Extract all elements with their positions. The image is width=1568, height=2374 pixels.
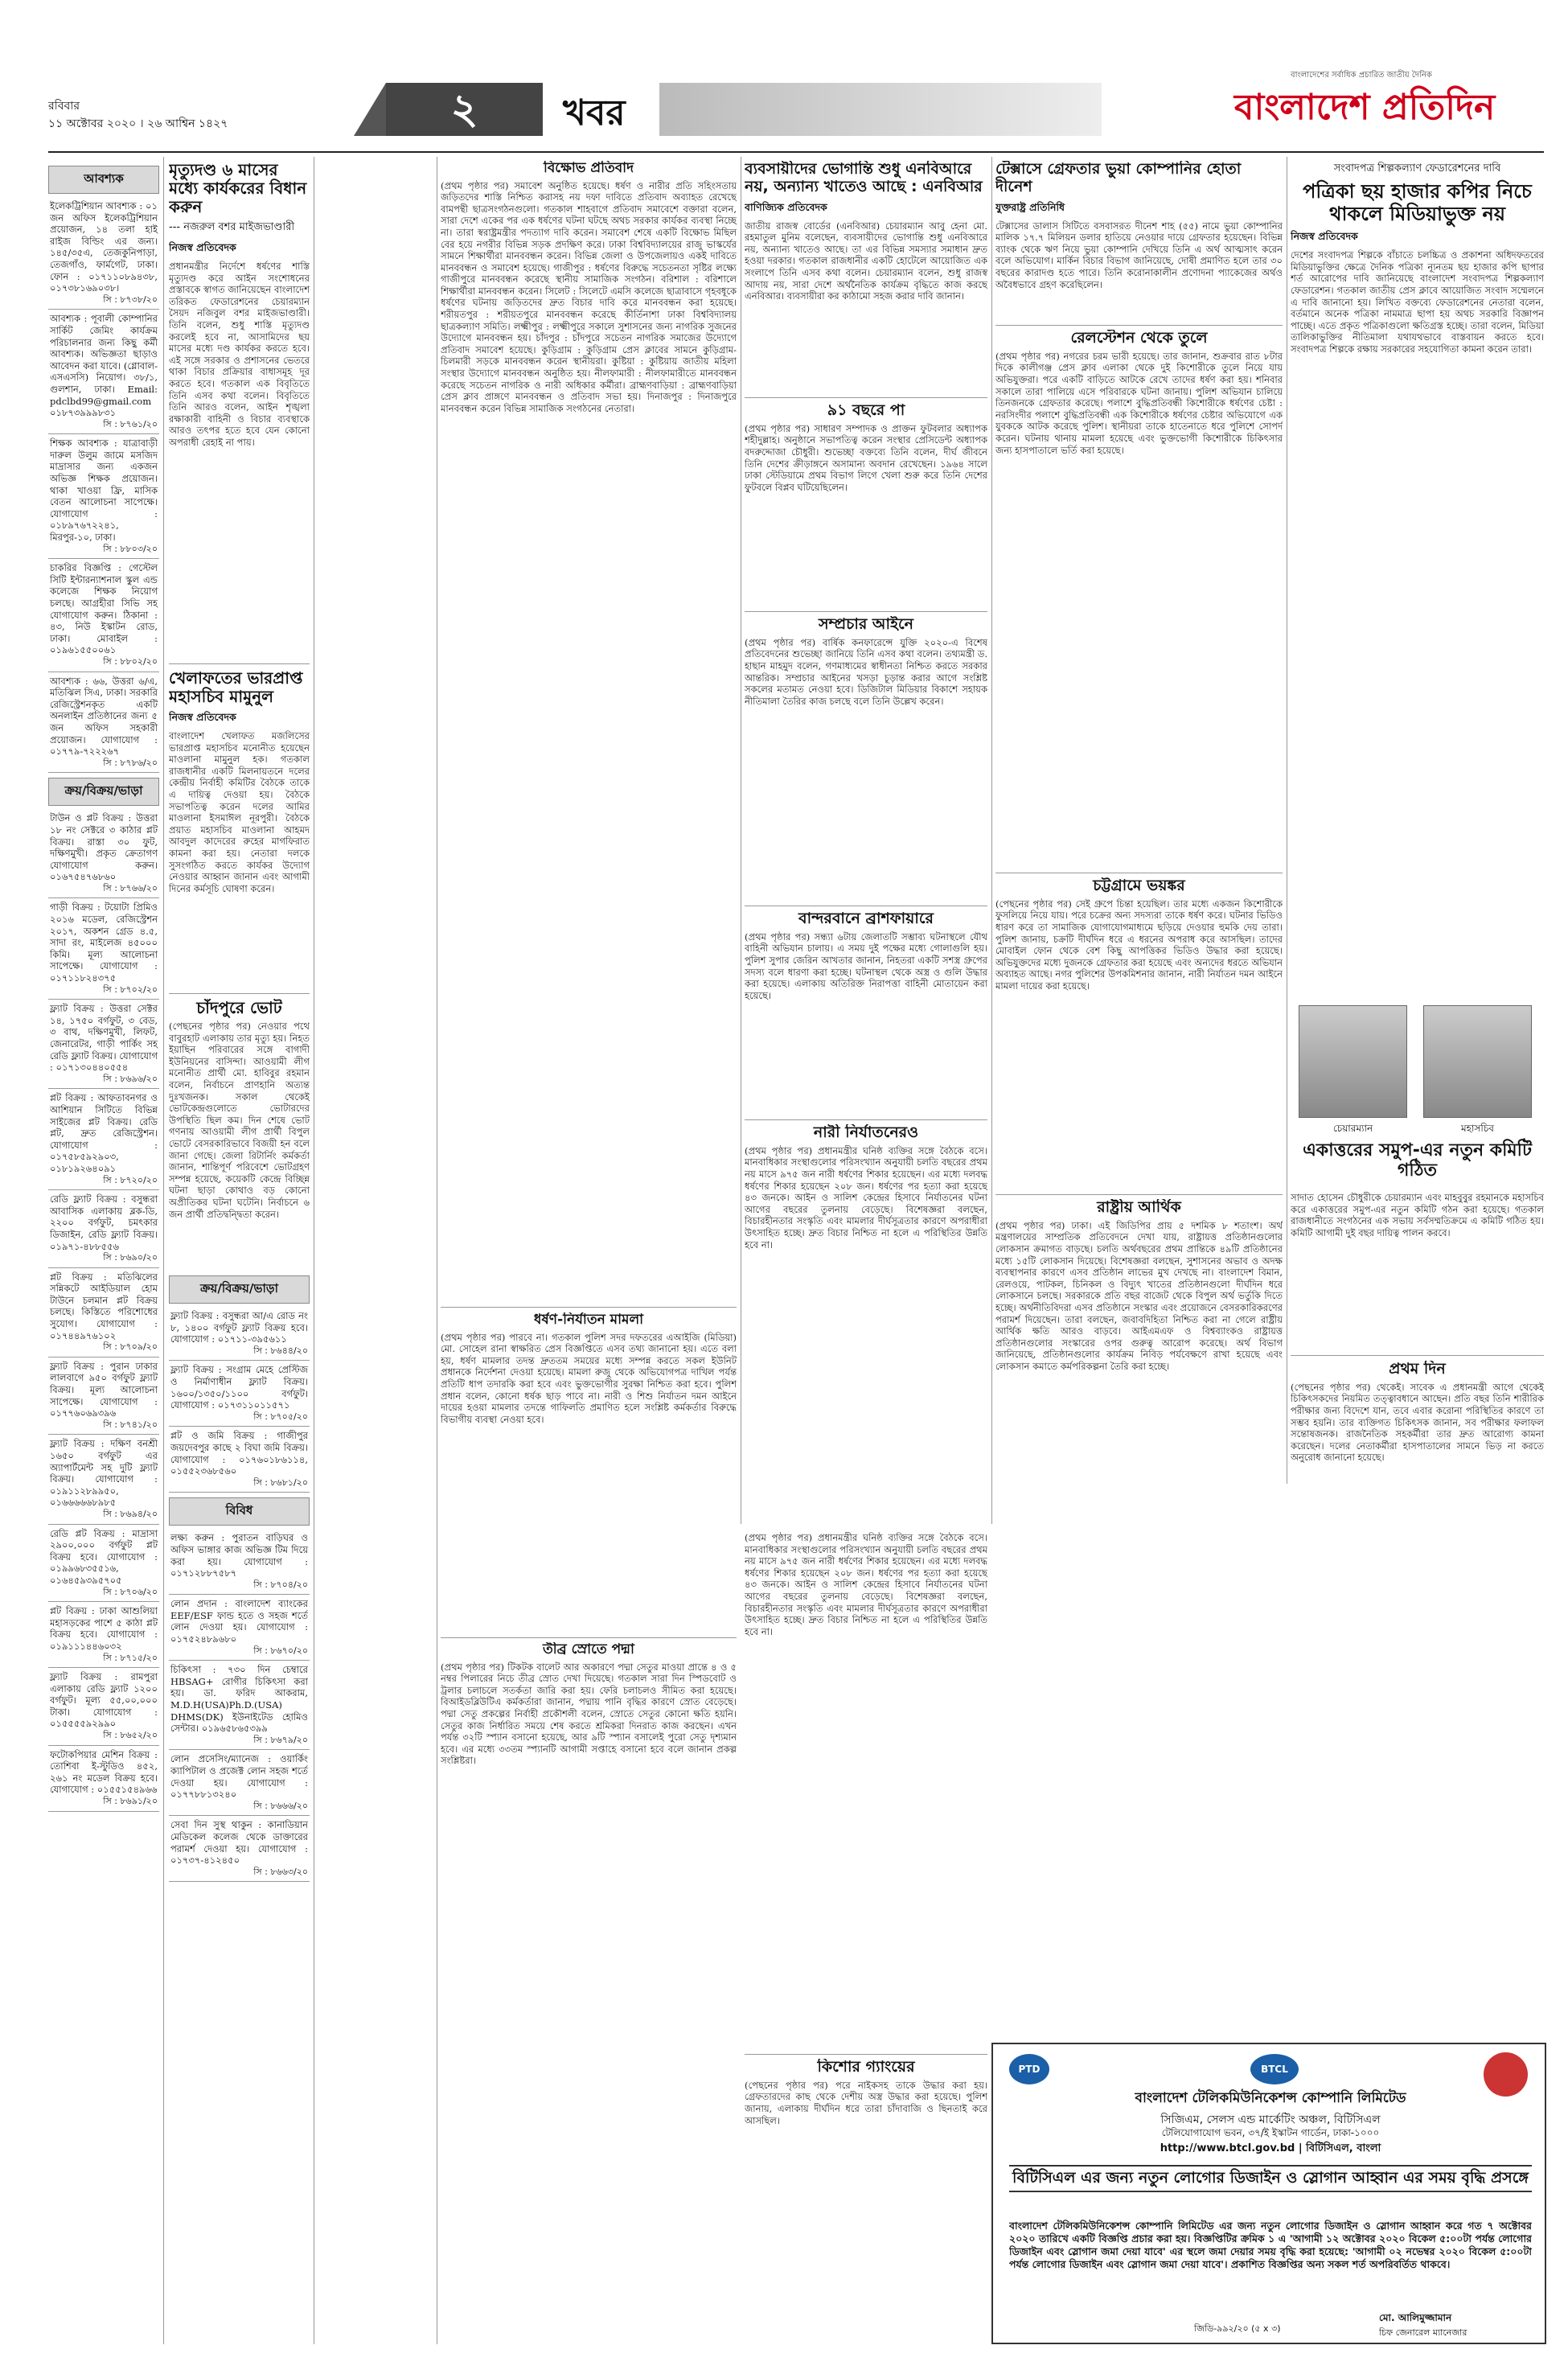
- classified-item: [48, 1435, 159, 1524]
- article-protest: [441, 161, 737, 1303]
- body-text: (পেছনের পৃষ্ঠার পর) থেকেই। সাবেক এ প্রধানমন্ত্রী আগে থেকেই চিকিৎসকদের নিয়মিত তত্ত্বাবধানে আছেন। প্রতি বছর তিনি শারীরিক পরীক্ষার জন্য বিদেশে যান, তবে এবার করোনা পরিস্থিতির কারণে তা সম্ভব হয়নি। তার ব্যক্তিগত চিকিৎসক জানান, সব পরীক্ষার ফলাফল সন্তোষজনক। রাজনৈতিক সহকর্মীরা তার দ্রুত আরোগ্য কামনা করেছেন। দলের নেতাকর্মীরা হাসপাতালের সামনে ভিড় না করতে অনুরোধ জানানো হয়েছে।: [1291, 1381, 1544, 1464]
- ad-ref: জিডি-৯৯২/২০ (৫ x ৩): [1194, 2323, 1281, 2334]
- body-text: টেক্সাসের ডালাস সিটিতে বসবাসরত দীনেশ শাহ (৫৫) নামে ভুয়া কোম্পানির মালিক ১৭.৭ মিলিয়ন ডলার হাতিয়ে নেওয়ার দায়ে গ্রেফতার হয়েছেন। বিভিন্ন ব্যাংক থেকে ঋণ নিয়ে ভুয়া কোম্পানি দেখিয়ে তিনি এ অর্থ আত্মসাৎ করেন বলে অভিযোগ। মার্কিন বিচার বিভাগ জানিয়েছে, দোষী প্রমাণিত হলে তার ৩০ বছরের কারাদণ্ড হতে পারে। তিনি করোনাকালীন প্রণোদনা প্যাকেজের অর্থও অবৈধভাবে গ্রহণ করেছিলেন।: [995, 220, 1283, 290]
- logo-ptd-text: PTD: [1018, 2064, 1041, 2075]
- classified-item: [48, 310, 159, 434]
- classified-code: সি : ৮৬৯৪/২০: [103, 1508, 158, 1519]
- logo-mujib: [1484, 2052, 1528, 2097]
- header-date: ১১ অক্টোবর ২০২০ । ২৬ আশ্বিন ১৪২৭: [48, 117, 228, 130]
- headline: চাঁদপুরে ভোট: [196, 999, 282, 1017]
- classified-text: চিকিৎসা : ৭৩০ দিন চেম্বারে HBSAG+ রোগীর চিকিৎসা করা হয়। ডা. ফরিদ আকরাম, M.D.H(USA)Ph.D.(USA) DHMS(DK) ইউনাইটেড হোমিও সেন্টার। ০১৯৬৫৮৬৫৩৯৯: [170, 1664, 308, 1735]
- classified-code: সি : ৮৬৭০/২০: [253, 1645, 308, 1656]
- classified-item: [48, 1268, 159, 1357]
- classified-text: ফ্ল্যাট বিক্রয় : দক্ষিণ বনশ্রী ১৬৫০ বর্গফুট এর অ্যাপার্টমেন্ট সহ দুটি ফ্ল্যাট বিক্রয়। যোগাযোগ : ০১৯১১২৮৯৯৫০, ০১৬৬৬৬৬৮৯৮৫: [50, 1438, 158, 1509]
- subhead: --- নজরুল বশর মাইজভাণ্ডারী: [169, 221, 295, 233]
- classified-code: সি : ৮৭২০/২০: [103, 1174, 158, 1185]
- masthead: [1234, 69, 1540, 150]
- body-text: প্রধানমন্ত্রীর নির্দেশে ধর্ষণের শাস্তি মৃত্যুদণ্ড করে আইন সংশোধনের প্রস্তাবকে স্বাগত জানিয়েছেন বাংলাদেশ তরিকত ফেডারেশনের চেয়ারম্যান সৈয়দ নজিবুল বশর মাইজভাণ্ডারী। তিনি বলেন, শুধু শাস্তি মৃত্যুদণ্ড করলেই হবে না, আসামিদের ছয় মাসের মধ্যে দণ্ড কার্যকর করতে হবে। এই সঙ্গে সরকার ও প্রশাসনের ভেতরে থাকা বিচার প্রক্রিয়ার বাধাসমূহ দূর করতে হবে। গতকাল এক বিবৃতিতে তিনি এসব কথা বলেন। বিবৃতিতে তিনি আরও বলেন, আইন শৃঙ্খলা রক্ষাকারী বাহিনী ও বিচার ব্যবস্থাকে আরও তৎপর হতে হবে যেন কোনো অপরাধী রেহাই না পায়।: [169, 261, 310, 448]
- article-teen-gang: [745, 2059, 987, 2340]
- ad-line2: টেলিযোগাযোগ ভবন, ৩৭/ই ইস্কাটন গার্ডেন, ঢাকা-১০০০: [1161, 2127, 1380, 2138]
- headline: একাত্তরের সমুপ-এর নতুন কমিটি গঠিত: [1303, 1140, 1532, 1181]
- body-text: (প্রথম পৃষ্ঠার পর) নগরের চরম ভারী হয়েছে। তার জানান, শুক্রবার রাত ৮টার দিকে কালীগঞ্জ প্রেস ক্লাব এলাকা থেকে দুই কিশোরীকে তুলে নিয়ে যায় অভিযুক্তরা। পরে একটি বাড়িতে আটকে রেখে তাদের ধর্ষণ করা হয়। শনিবার সকালে তারা পালিয়ে এসে পরিবারকে ঘটনা জানায়। পুলিশ অভিযান চালিয়ে তিনজনকে গ্রেফতার করেছে। পলাশে বুদ্ধিপ্রতিবন্ধী কিশোরীকে ধর্ষণের চেষ্টা : নরসিংদীর পলাশে বুদ্ধিপ্রতিবন্ধী এক কিশোরীকে ধর্ষণের চেষ্টার অভিযোগে এক যুবককে আটক করেছে পুলিশ। স্থানীয়রা তাকে হাতেনাতে ধরে পুলিশে সোপর্দ করেন। ঘটনায় থানায় মামলা হয়েছে এবং ভুক্তভোগী কিশোরীকে চিকিৎসার জন্য হাসপাতালে ভর্তি করা হয়েছে।: [995, 350, 1283, 456]
- headline: ধর্ষণ-নির্যাতন মামলা: [533, 1312, 644, 1328]
- classified-code: সি : ৮৬৯৬/২০: [103, 1073, 158, 1084]
- classified-code: সি : ৮৬৯০/২০: [103, 1252, 158, 1263]
- masthead-title: বাংলাদেশ প্রতিদিন: [1234, 87, 1496, 128]
- body-text: (প্রথম পৃষ্ঠার পর) টিকটক বালেট আর অকারণে পদ্মা সেতুর মাওয়া প্রান্তে ৪ ও ৫ নম্বর পিলারের নিচে তীব্র স্রোত দেখা দিয়েছে। গতকাল সারা দিন স্পিডবোট ও ট্রলার চলাচলে সতর্কতা জারি করা হয়। ফেরি চলাচলও সীমিত করা হয়েছে। বিআইডব্লিউটিএ কর্মকর্তারা জানান, পদ্মায় পানি বৃদ্ধির কারণে স্রোত বেড়েছে। পদ্মা সেতু প্রকল্পের নির্বাহী প্রকৌশলী বলেন, স্রোতে সেতুর কোনো ক্ষতি হয়নি। সেতুর কাজ নির্ধারিত সময়ে শেষ করতে শ্রমিকরা দিনরাত কাজ করছেন। এখন পর্যন্ত ৩২টি স্প্যান বসানো হয়েছে, আর ৯টি স্প্যান বসালেই পুরো সেতু দৃশ্যমান হবে। এর মধ্যে ৩৩তম স্প্যানটি আগামী সপ্তাহে বসানো হবে বলে জানান প্রকল্প সংশ্লিষ্টরা।: [441, 1661, 737, 1767]
- body-text: (প্রথম পৃষ্ঠার পর) ঢাকা। এই জিডিপির প্রায় ৫ দশমিক ৮ শতাংশ। অর্থ মন্ত্রণালয়ের সাম্প্রতিক প্রতিবেদনে দেখা যায়, রাষ্ট্রায়ত্ত প্রতিষ্ঠানগুলোর লোকসান ক্রমাগত বাড়ছে। চলতি অর্থবছরের প্রথম প্রান্তিকে ৪৯টি প্রতিষ্ঠানের মধ্যে ১৫টি লোকসান দিয়েছে। বিশেষজ্ঞরা বলছেন, সুশাসনের অভাব ও অদক্ষ ব্যবস্থাপনার কারণে এসব প্রতিষ্ঠান লাভের মুখ দেখছে না। বাংলাদেশ বিমান, রেলওয়ে, পাটকল, চিনিকল ও বিদ্যুৎ খাতের প্রতিষ্ঠানগুলো দীর্ঘদিন ধরে লোকসানে চলছে। সরকারকে প্রতি বছর বাজেট থেকে বিপুল অর্থ ভর্তুকি দিতে হচ্ছে। অর্থনীতিবিদরা এসব প্রতিষ্ঠানে সংস্কার এবং প্রয়োজনে বেসরকারিকরণের পরামর্শ দিয়েছেন। তারা বলছেন, জবাবদিহিতা নিশ্চিত করা না গেলে রাষ্ট্রীয় আর্থিক ক্ষতি আরও বাড়বে। আইএমএফ ও বিশ্বব্যাংকও রাষ্ট্রায়ত্ত প্রতিষ্ঠানগুলোর সংস্কারের ওপর গুরুত্ব আরোপ করেছে। অর্থ বিভাগ জানিয়েছে, প্রতিষ্ঠানগুলোর কার্যক্রম নিবিড় পর্যবেক্ষণে রাখা হয়েছে এবং লোকসান কমাতে কর্মপরিকল্পনা তৈরি করা হচ্ছে।: [995, 1219, 1283, 1372]
- classified-item: [169, 1529, 310, 1595]
- classified-code: সি : ৮৭৮৬/২০: [103, 757, 158, 768]
- headline: বান্দরবানে ব্রাশফায়ারে: [798, 910, 934, 927]
- body-text: (প্রথম পৃষ্ঠার পর) পারবে না। গতকাল পুলিশ সদর দফতরের এআইজি (মিডিয়া) মো. সোহেল রানা স্বাক্ষরিত প্রেস বিজ্ঞপ্তিতে এসব তথ্য জানানো হয়। এতে বলা হয়, ধর্ষণ মামলার তদন্ত দ্রুততম সময়ের মধ্যে সম্পন্ন করতে সকল ইউনিট প্রধানকে নির্দেশনা দেওয়া হয়েছে। মামলা রুজু থেকে অভিযোগপত্র দাখিল পর্যন্ত প্রতিটি ধাপ তদারকি করা হবে এবং ভুক্তভোগীর সুরক্ষা নিশ্চিত করা হবে। পুলিশ প্রধান বলেন, কোনো ধর্ষক ছাড় পাবে না। নারী ও শিশু নির্যাতন দমন আইনে দায়ের হওয়া মামলার তদন্তে গাফিলতি প্রমাণিত হলে সংশ্লিষ্ট কর্মকর্তার বিরুদ্ধে বিভাগীয় ব্যবস্থা নেওয়া হবে।: [441, 1331, 737, 1425]
- classified-item: [48, 1602, 159, 1668]
- header-day: রবিবার: [48, 100, 80, 113]
- body-text: (প্রথম পৃষ্ঠার পর) সন্ধ্যা ৬টায় জেলাতটি সম্ভাব্য ঘটনাস্থলে যৌথ বাহিনী অভিযান চালায়। এ সময় দুই পক্ষের মধ্যে গোলাগুলি হয়। পুলিশ সুপার জেরিন আখতার জানান, নিহতরা একটি সশস্ত্র গ্রুপের সদস্য বলে ধারণা করা হচ্ছে। ঘটনাস্থল থেকে অস্ত্র ও গুলি উদ্ধার করা হয়েছে। এলাকায় অতিরিক্ত নিরাপত্তা বাহিনী মোতায়েন করা হয়েছে।: [745, 930, 987, 1001]
- classified-text: ফ্ল্যাট বিক্রয় : উত্তরা সেক্টর ১৪, ১৭৫০ বর্গফুট, ৩ বেড, ৩ বাথ, দক্ষিণমুখী, লিফট, জেনারেটর, গাড়ী পার্কিং সহ রেডি ফ্ল্যাট বিক্রয়। যোগাযোগ : ০১৭১৩০৪৪০৫৫৪: [50, 1003, 158, 1074]
- classified-item: [48, 898, 159, 1000]
- classified-item: [48, 197, 159, 310]
- classified-section-head: ক্রয়/বিক্রয়/ভাড়া: [169, 1275, 310, 1304]
- classified-text: আবশ্যক : ৬৬, উত্তরা ৬/এ, মতিঝিল সিএ, ঢাকা। সরকারি রেজিস্ট্রেশনকৃত একটি অনলাইন প্রতিষ্ঠানের জন্য ৫ জন অফিস সহকারী প্রয়োজন। যোগাযোগ : ০১৭৭৯-৭২২২৬৭: [50, 675, 158, 758]
- ad-web: http://www.btcl.gov.bd | বিটিসিএল, বাংলা: [1160, 2142, 1381, 2154]
- article-women-violence: [745, 1124, 987, 1526]
- article-khelafat: [169, 669, 310, 991]
- headline: রেলস্টেশন থেকে তুলে: [1070, 330, 1208, 347]
- article-rape-case: [441, 1312, 737, 1634]
- body-text: (প্রথম পৃষ্ঠার পর) প্রধানমন্ত্রীর ঘনিষ্ঠ ব্যক্তির সঙ্গে বৈঠকে বসে। মানবাধিকার সংস্থাগুলোর পরিসংখ্যান অনুযায়ী চলতি বছরের প্রথম নয় মাসে ৯৭৫ জন নারী ধর্ষণের শিকার হয়েছেন। এর মধ্যে দলবদ্ধ ধর্ষণের শিকার হয়েছেন ২০৮ জন। ধর্ষণের পর হত্যা করা হয়েছে ৪৩ জনকে। আইন ও সালিশ কেন্দ্রের হিসাবে নির্যাতনের ঘটনা আগের বছরের তুলনায় বেড়েছে। বিশেষজ্ঞরা বলছেন, বিচারহীনতার সংস্কৃতি এবং মামলার দীর্ঘসূত্রতার কারণে অপরাধীরা উৎসাহিত হচ্ছে। দ্রুত বিচার নিশ্চিত না হলে এ পরিস্থিতির উন্নতি হবে না।: [745, 1532, 987, 1637]
- caption-secretary: মহাসচিব: [1461, 1123, 1494, 1134]
- page-number: ২: [386, 83, 543, 136]
- classified-text: প্লট বিক্রয় : আফতাবনগর ও আশিয়ান সিটিতে বিভিন্ন সাইজের প্লট বিক্রয়। রেডি প্লট, দ্রুত রেজিস্ট্রেশন। যোগাযোগ : ০১৭৫৮৫৯২৯০৩, ০১৮১৯২৬৪০৯১: [50, 1092, 158, 1174]
- classified-code: সি : ৮৮০২/২০: [103, 655, 158, 667]
- classified-item: [169, 1661, 310, 1750]
- byline: নিজস্ব প্রতিবেদক: [1291, 230, 1358, 243]
- classified-code: সি : ৮৭৬৬/২০: [103, 882, 158, 893]
- btcl-advertisement: [991, 2043, 1546, 2344]
- classified-item: [48, 1000, 159, 1089]
- classifieds-col1: [48, 161, 159, 2340]
- classified-code: সি : ৮৬৪৪/২০: [253, 1345, 308, 1356]
- classified-text: রেডি প্লট বিক্রয় : মাদ্রাসা ২৯০০,০০০ বর্গফুট প্লট বিক্রয় হবে। যোগাযোগ : ০১৯৯৬৮৩৫৫১৬, ০১৬৪৫৯৩৯৫৭০৫: [50, 1527, 158, 1586]
- article-broadcast-law: [745, 616, 987, 902]
- classified-item: [48, 559, 159, 672]
- classified-code: সি : ৮৭৪১/২০: [103, 1419, 158, 1430]
- classified-text: চাকরির বিজ্ঞপ্তি : গেস্টেল সিটি ইন্টারন্যাশনাল স্কুল এন্ড কলেজে শিক্ষক নিয়োগ চলছে। আগ্রহীরা সিভি সহ যোগাযোগ করুন। ঠিকানা : ৪৩, নিউ ইস্কাটন রোড, ঢাকা। মোবাইল : ০১৯৬১৫৫০০৬১: [50, 562, 158, 656]
- classified-text: লোন প্রসেসিং/ম্যানেজ : ওয়ার্কিং ক্যাপিটাল ও প্রজেক্ট লোন সহজ শর্তে দেওয়া হয়। যোগাযোগ : ০১৭৭৮৮১৩২৪০: [170, 1753, 308, 1801]
- classified-text: লোন প্রদান : বাংলাদেশ ব্যাংকের EEF/ESF ফান্ড হতে ও সহজ শর্তে লোন দেওয়া হয়। যোগাযোগ : ০১৭৫২৪৮৯৬৮০: [170, 1598, 308, 1645]
- classified-section-head: ক্রয়/বিক্রয়/ভাড়া: [48, 778, 159, 806]
- classified-item: [169, 1750, 310, 1816]
- headline: টেক্সাসে গ্রেফতার ভুয়া কোম্পানির হোতা দীনেশ: [995, 161, 1242, 195]
- photo-secretary: [1423, 1005, 1532, 1118]
- headline: তীব্র স্রোতে পদ্মা: [543, 1642, 634, 1657]
- article-first-day: [1291, 1361, 1544, 1481]
- article-railstation: [995, 330, 1283, 869]
- classified-code: সি : ৮৭০৪/২০: [253, 1579, 308, 1590]
- classified-code: সি : ৮৭০২/২০: [103, 984, 158, 995]
- body-text: বাংলাদেশ খেলাফত মজলিসের ভারপ্রাপ্ত মহাসচিব মনোনীত হয়েছেন মাওলানা মামুনুল হক। গতকাল রাজধানীর একটি মিলনায়তনে দলের কেন্দ্রীয় নির্বাহী কমিটির বৈঠকে তাকে এ দায়িত্ব দেওয়া হয়। বৈঠকে সভাপতিত্ব করেন দলের আমির মাওলানা ইসমাঈল নূরপুরী। বৈঠকে প্রয়াত মহাসচিব মাওলানা আহমদ আবদুল কাদেরের রুহের মাগফিরাত কামনা করা হয়। নেতারা দলকে সুসংগঠিত করতে কার্যকর উদ্যোগ নেওয়ার আহ্বান জানান এবং আগামী দিনের কর্মসূচি ঘোষণা করেন।: [169, 730, 310, 894]
- classified-text: প্লট ও জমি বিক্রয় : গাজীপুর জয়দেবপুর কাছে ২ বিঘা জমি বিক্রয়। যোগাযোগ : ০১৭৬০১৮৬১১৪, ০১৫৫২৩৬৮৫৬০: [170, 1430, 308, 1477]
- classified-text: প্লট বিক্রয় : মতিঝিলের সন্নিকটে আইডিয়াল হোম টাউনে চলমান প্লট বিক্রয় চলছে। কিস্তিতে পরিশোধের সুযোগ। যোগাযোগ : ০১৭৪৪৯৭৬১০২: [50, 1271, 158, 1341]
- headline: সম্প্রচার আইনে: [819, 616, 913, 633]
- article-death-penalty: [169, 161, 310, 659]
- photo-chairman: [1299, 1005, 1407, 1118]
- classified-text: ফ্ল্যাট বিক্রয় : রামপুরা এলাকায় রেডি ফ্ল্যাট ১২০০ বর্গফুট। মূল্য ৫৫,০০,০০০ টাকা। যোগাযোগ : ০১৫৫৫৫৯২৯৯০: [50, 1671, 158, 1730]
- article-newspaper: [1291, 161, 1544, 1005]
- classified-text: ফ্ল্যাট বিক্রয় : সংগ্রাম মেহে প্রেস্টিজ ও নির্মাণাধীন ফ্ল্যাট বিক্রয়। ১৬০০/১৩৫০/১১০০ বর্গফুট। যোগাযোগ : ০১৭৩১১০১১৫৭১: [170, 1364, 308, 1411]
- logo-btcl: [1250, 2054, 1299, 2084]
- byline: বাণিজ্যিক প্রতিবেদক: [745, 200, 827, 213]
- article-bandarban: [745, 910, 987, 1115]
- ad-signer: মো. আলিমুজ্জামান: [1379, 2312, 1452, 2323]
- headline: চট্টগ্রামে ভয়ঙ্কর: [1093, 877, 1185, 894]
- classified-text: টাউন ও প্লট বিক্রয় : উত্তরা ১৮ নং সেক্টরে ৩ কাঠার প্লট বিক্রয়। রাস্তা ৩০ ফুট, দক্ষিণমুখী। প্রকৃত ক্রেতাগণ যোগাযোগ করুন। ০১৬৭৫৪৭৬৮৬০: [50, 812, 158, 883]
- classified-code: সি : ৮৭১৫/২০: [103, 1652, 158, 1663]
- headline: খেলাফতের ভারপ্রাপ্ত মহাসচিব মামুনুল: [169, 669, 303, 706]
- classified-text: সেবা দিন সুস্থ থাকুন : কানাডিয়ান মেডিকেল কলেজ থেকে ডাক্তারের পরামর্শ দেওয়া হয়। যোগাযোগ : ০১৭৩৭-৪১২৪৫০: [170, 1819, 308, 1867]
- article-texas: [995, 161, 1283, 322]
- headline: বিক্ষোভ প্রতিবাদ: [543, 161, 634, 176]
- body-text: (প্রথম পৃষ্ঠার পর) সমাবেশ অনুষ্ঠিত হয়েছে। ধর্ষণ ও নারীর প্রতি সহিংসতায় জড়িতদের শাস্তি নিশ্চিত করাসহ নয় দফা দাবিতে প্রতিবাদ অব্যাহত রেখেছে বামপন্থী ছাত্রসংগঠনগুলো। গতকাল শাহবাগে প্রতিবাদ সমাবেশে বক্তারা বলেন, সারা দেশে একের পর এক ধর্ষণের ঘটনা ঘটছে অথচ সরকার কার্যকর ব্যবস্থা নিচ্ছে না। তারা স্বরাষ্ট্রমন্ত্রীর পদত্যাগ দাবি করেন। সমাবেশ শেষে একটি বিক্ষোভ মিছিল বের হয়ে নগরীর বিভিন্ন সড়ক প্রদক্ষিণ করে। ঢাকা বিশ্ববিদ্যালয়ের রাজু ভাস্কর্যের সামনে শিক্ষার্থীরা মানববন্ধন করেন। বিভিন্ন জেলা ও উপজেলায়ও একই দাবিতে মানববন্ধন ও সমাবেশ হয়েছে। গাজীপুর : ধর্ষণের বিরুদ্ধে সচেতনতা সৃষ্টির লক্ষ্যে গাজীপুরে মানববন্ধন করেছে স্থানীয় সামাজিক সংগঠন। বরিশাল : বরিশালে শিক্ষার্থীরা মানববন্ধন করেন। সিলেট : সিলেটে এমসি কলেজে ছাত্রাবাসে গৃহবধূকে ধর্ষণের ঘটনায় জড়িতদের দ্রুত বিচার দাবি করে মানববন্ধন করা হয়েছে। শরীয়তপুর : শরীয়তপুরে মানববন্ধন করেছে কীর্তিনাশা ঢাকা বিশ্ববিদ্যালয় ছাত্রকল্যাণ সমিতি। লক্ষ্মীপুর : লক্ষ্মীপুরে সকালে সুশাসনের জন্য নাগরিক সুজনের উদ্যোগে মানববন্ধন হয়। চাঁদপুর : চাঁদপুরে সচেতন নাগরিক সমাজের উদ্যোগে প্রতিবাদ সমাবেশ হয়েছে। কুড়িগ্রাম : কুড়িগ্রাম প্রেস ক্লাবের সামনে কুড়িগ্রাম-চিলমারী সড়কে মানববন্ধন করেন স্থানীয়রা। কুষ্টিয়া : কুষ্টিয়ায় জাতীয় মহিলা সংস্থার উদ্যোগে মানববন্ধন অনুষ্ঠিত হয়। নীলফামারী : নীলফামারীতে মানববন্ধন করেছে সচেতন নাগরিক ও নারী অধিকার কর্মীরা। ব্রাহ্মণবাড়িয়া : ব্রাহ্মণবাড়িয়া প্রেস ক্লাব প্রাঙ্গণে মানববন্ধন ও প্রতিবাদ সভা হয়। দিনাজপুর : দিনাজপুরে মানববন্ধন করেন বিভিন্ন সামাজিক সংগঠনের নেতারা।: [441, 179, 737, 414]
- body-text: (পেছনের পৃষ্ঠার পর) নেওয়ার পথে বাবুরহাট এলাকায় তার মৃত্যু হয়। নিহত ইয়াছিন পরিবারের সঙ্গে বাগাদী ইউনিয়নের বাসিন্দা। আওয়ামী লীগ মনোনীত প্রার্থী মো. হাবিবুর রহমান বলেন, নির্বাচনে প্রাণহানি অত্যন্ত দুঃখজনক। সকাল থেকেই ভোটকেন্দ্রগুলোতে ভোটারদের উপস্থিতি ছিল কম। দিন শেষে ভোট গণনায় আওয়ামী লীগ প্রার্থী বিপুল ভোটে বেসরকারিভাবে বিজয়ী হন বলে জানা গেছে। জেলা রিটার্নিং কর্মকর্তা জানান, শান্তিপূর্ণ পরিবেশে ভোটগ্রহণ সম্পন্ন হয়েছে, কয়েকটি কেন্দ্রে বিচ্ছিন্ন ঘটনা ছাড়া কোথাও বড় কোনো অপ্রীতিকর ঘটনা ঘটেনি। নির্বাচনে ৬ জন প্রার্থী প্রতিদ্বন্দ্বিতা করেন।: [169, 1021, 310, 1220]
- classified-item: [169, 1427, 310, 1493]
- byline: নিজস্ব প্রতিবেদক: [169, 711, 236, 723]
- classified-item: [48, 809, 159, 898]
- classified-item: [169, 1307, 310, 1361]
- classified-item: [48, 1190, 159, 1268]
- body-text: (প্রথম পৃষ্ঠার পর) সাধারণ সম্পাদক ও প্রাক্তন ফুটবলার অধ্যাপক শহীদুল্লাহ। অনুষ্ঠানে সভাপতিত্ব করেন সংস্থার প্রেসিডেন্ট অধ্যাপক বদরুদ্দোজা চৌধুরী। শুভেচ্ছা বক্তব্যে তিনি বলেন, দীর্ঘ জীবনে তিনি দেশের ক্রীড়াঙ্গনে অসামান্য অবদান রেখেছেন। ১৯৬৪ সালে ঢাকা স্টেডিয়ামে প্রথম বিভাগ লিগে খেলা শুরু করে তিনি দেশের ফুটবলে বিপ্লব ঘটিয়েছিলেন।: [745, 422, 987, 493]
- classified-item: [48, 1668, 159, 1746]
- classified-text: ফ্ল্যাট বিক্রয় : পুরান ঢাকার লালবাগে ৯৫০ বর্গফুট ফ্ল্যাট বিক্রয়। মূল্য আলোচনা সাপেক্ষে। যোগাযোগ : ০১৭৭৬০৬৯৩৯৬: [50, 1360, 158, 1419]
- classified-item: [169, 1595, 310, 1661]
- body-text: (প্রথম পৃষ্ঠার পর) প্রধানমন্ত্রীর ঘনিষ্ঠ ব্যক্তির সঙ্গে বৈঠকে বসে। মানবাধিকার সংস্থাগুলোর পরিসংখ্যান অনুযায়ী চলতি বছরের প্রথম নয় মাসে ৯৭৫ জন নারী ধর্ষণের শিকার হয়েছেন। এর মধ্যে দলবদ্ধ ধর্ষণের শিকার হয়েছেন ২০৮ জন। ধর্ষণের পর হত্যা করা হয়েছে ৪৩ জনকে। আইন ও সালিশ কেন্দ্রের হিসাবে নির্যাতনের ঘটনা আগের বছরের তুলনায় বেড়েছে। বিশেষজ্ঞরা বলছেন, বিচারহীনতার সংস্কৃতি এবং মামলার দীর্ঘসূত্রতার কারণে অপরাধীরা উৎসাহিত হচ্ছে। দ্রুত বিচার নিশ্চিত না হলে এ পরিস্থিতির উন্নতি হবে না।: [745, 1144, 987, 1251]
- section-title: খবর: [563, 92, 626, 133]
- section-bar: [354, 83, 1102, 136]
- classified-code: সি : ৮৭০৫/২০: [253, 1411, 308, 1422]
- classified-code: সি : ৮৬৮১/২০: [253, 1477, 308, 1488]
- headline: মৃত্যুদণ্ড ৬ মাসের মধ্যে কার্যকরের বিধান করুন: [169, 161, 307, 216]
- classified-text: আবশ্যক : পূবালী কোম্পানির সার্কিট জেমিং কার্যক্রম পরিচালনার জন্য কিছু কর্মী আবশ্যক। অভিজ্ঞতা ছাড়াও আবেদন করা যাবে। (গ্লোবাল-এসএসসি) নিয়োগ। ৩৮/১, গুলশান, ঢাকা। Email: pdclbd99@gmail.com ০১৮৭৩৯৯৯৮৩১: [50, 313, 158, 419]
- article-state-finance: [995, 1199, 1283, 2052]
- byline: যুক্তরাষ্ট্র প্রতিনিধি: [995, 200, 1065, 213]
- logo-btcl-text: BTCL: [1261, 2064, 1288, 2075]
- headline: রাষ্ট্রীয় আর্থিক: [1097, 1199, 1181, 1216]
- headline: প্রথম দিন: [1389, 1361, 1446, 1378]
- classified-text: ফ্ল্যাট বিক্রয় : বসুন্ধরা আ/এ রোড নং ৮, ১৪০০ বর্গফুট ফ্ল্যাট বিক্রয় হবে। যোগাযোগ : ০১৭১১-৩৯৫৬১১: [170, 1310, 308, 1345]
- header: [0, 0, 1568, 173]
- ad-headline: বিটিসিএল এর জন্য নতুন লোগোর ডিজাইন ও স্লোগান আহ্বান এর সময় বৃদ্ধি প্রসঙ্গে: [1009, 2165, 1532, 2192]
- classified-code: সি : ৮৬৬৬/২০: [253, 1800, 308, 1811]
- headline: নারী নির্যাতনেরও: [813, 1124, 919, 1141]
- classified-code: সি : ৮৭০৯/২০: [103, 1341, 158, 1353]
- article-committee: [1291, 1005, 1544, 1351]
- classified-code: সি : ৮৮০৩/২০: [103, 543, 158, 554]
- headline: কিশোর গ্যাংয়ের: [817, 2059, 915, 2076]
- classified-code: সি : ৮৭৬১/২০: [103, 418, 158, 429]
- classified-item: [169, 1816, 310, 1882]
- masthead-tagline: বাংলাদেশের সর্বাধিক প্রচারিত জাতীয় দৈনিক: [1291, 71, 1432, 80]
- classified-item: [169, 1361, 310, 1427]
- classified-item: [48, 1089, 159, 1190]
- classified-item: [48, 1525, 159, 1603]
- caption-chairman: চেয়ারম্যান: [1332, 1123, 1373, 1134]
- classified-section-head: বিবিধ: [169, 1497, 310, 1526]
- classifieds-col2: [169, 1271, 310, 2340]
- body-text: জাতীয় রাজস্ব বোর্ডের (এনবিআর) চেয়ারম্যান আবু হেনা মো. রহমাতুল মুনিম বলেছেন, ব্যবসায়ীদের ভোগান্তি শুধু এনবিআরে নয়, অন্যান্য খাতেও আছে। তা এর বিভিন্ন সমস্যার সমাধান দ্রুত হওয়া দরকার। গতকাল রাজধানীর একটি হোটেলে আয়োজিত এক সংলাপে তিনি এসব কথা বলেন। চেয়ারম্যান বলেন, শুধু রাজস্ব আদায় নয়, সারা দেশে অর্থনৈতিক কার্যক্রম বৃদ্ধিতে কাজ করছে এনবিআর। ব্যবসায়ীরা কর কাঠামো সহজ করার দাবি জানান।: [745, 220, 987, 302]
- headline: ব্যবসায়ীদের ভোগান্তি শুধু এনবিআরে নয়, অন্যান্য খাতেও আছে : এনবিআর: [745, 161, 983, 195]
- headline: পত্রিকা ছয় হাজার কপির নিচে থাকলে মিডিয়াভুক্ত নয়: [1303, 180, 1532, 225]
- classified-code: সি : ৮৬৭৯/২০: [253, 1734, 308, 1745]
- classified-text: প্লট বিক্রয় : ঢাকা আশুলিয়া মহাসড়কের পাশে ৫ কাঠা প্লট বিক্রয় হবে। যোগাযোগ : ০১৯১১১৪৪৬০৩২: [50, 1605, 158, 1652]
- headline: ৯১ বছরে পা: [827, 402, 905, 419]
- classified-code: সি : ৮৬৯১/২০: [103, 1796, 158, 1807]
- body-text: (প্রথম পৃষ্ঠার পর) বার্ষিক কনফারেন্সে যুক্তি ২০২০-এ বিশেষ প্রতিবেদনের শুভেচ্ছা জানিয়ে তিনি এসব কথা বলেন। তথ্যমন্ত্রী ড. হাছান মাহমুদ বলেন, গণমাধ্যমের স্বাধীনতা নিশ্চিত করতে সরকার আন্তরিক। সম্প্রচার আইনের খসড়া চূড়ান্ত করার আগে সংশ্লিষ্ট সকলের মতামত নেওয়া হবে। ডিজিটাল মিডিয়ার বিকাশে সহায়ক নীতিমালা তৈরির কাজ চলছে বলে তিনি উল্লেখ করেন।: [745, 636, 987, 707]
- logo-ptd: [1009, 2054, 1049, 2084]
- classified-text: ফটোকপিয়ার মেশিন বিক্রয় : তোশিবা ই-স্টুডিও ৪৫২, ২৬১ নং মডেল বিক্রয় হবে। যোগাযোগ : ০১৫৫১৫৪৯৬৬: [50, 1748, 158, 1796]
- classified-item: [48, 1357, 159, 1435]
- classified-text: শিক্ষক আবশ্যক : যাত্রাবাড়ী দারুল উলুম জামে মসজিদ মাদ্রাসার জন্য একজন অভিজ্ঞ শিক্ষক প্রয়োজন। থাকা খাওয়া ফ্রি, মাসিক বেতন আলোচনা সাপেক্ষে। যোগাযোগ : ০১৮৯৭৬৭২২৪১, মিরপুর-১০, ঢাকা।: [50, 437, 158, 544]
- classified-item: [48, 434, 159, 559]
- byline: নিজস্ব প্রতিবেদক: [169, 241, 236, 253]
- classified-code: সি : ৮৭০৬/২০: [103, 1586, 158, 1597]
- classified-code: সি : ৮৭৩৮/২০: [103, 294, 158, 305]
- classified-text: রেডি ফ্ল্যাট বিক্রয় : বসুন্ধরা আবাসিক এলাকায় ব্লক-ডি, ২২০০ বর্গফুট, চমৎকার ডিজাইন, রেডি ফ্ল্যাট বিক্রয়। ০১৯৭১-৪৮৮৫৫৬: [50, 1193, 158, 1252]
- classified-code: সি : ৮৬৫২/২০: [103, 1730, 158, 1741]
- article-padma: [441, 1642, 737, 2342]
- ad-signer-title: চিফ জেনারেল ম্যানেজার: [1379, 2327, 1467, 2338]
- classified-text: লক্ষ্য করুন : পুরাতন বাড়িঘর ও অফিস ভাঙ্গার কাজ অভিজ্ঞ টিম দিয়ে করা হয়। যোগাযোগ : ০১৭১২৮৮৭৫৮৭: [170, 1532, 308, 1579]
- article-nbr: [745, 161, 987, 394]
- body-text: (পেছনের পৃষ্ঠার পর) পরে নাইকসহ তাকে উদ্ধার করা হয়। গ্রেফতারদের কাছ থেকে দেশীয় অস্ত্র উদ্ধার করা হয়েছে। পুলিশ জানায়, এলাকায় দীর্ঘদিন ধরে তারা চাঁদাবাজি ও ছিনতাই করে আসছিল।: [745, 2079, 987, 2126]
- article-chandpur: [169, 999, 310, 1264]
- classified-item: [48, 1746, 159, 1812]
- ad-body: বাংলাদেশ টেলিকমিউনিকেশন্স কোম্পানি লিমিটেড এর জন্য নতুন লোগোর ডিজাইন ও স্লোগান আহ্বান করে গত ৭ অক্টোবর ২০২০ তারিখে একটি বিজ্ঞপ্তি প্রচার করা হয়। বিজ্ঞপ্তিটির ক্রমিক ১ এ 'আগামী ১২ অক্টোবর ২০২০ বিকেল ৫:০০টা পর্যন্ত লোগোর ডিজাইন এবং স্লোগান জমা দেয়া যাবে' এর স্থলে জমা দেয়ার সময় বৃদ্ধি করা হয়েছে: 'আগামী ০২ নভেম্বর ২০২০ বিকেল ৫:০০টা পর্যন্ত লোগোর ডিজাইন এবং স্লোগান জমা দেয়া যাবে'। প্রকাশিত বিজ্ঞপ্তির অন্য সকল শর্ত অপরিবর্তিত থাকবে।: [1009, 2220, 1532, 2270]
- kicker: সংবাদপত্র শিল্পকল্যাণ ফেডারেশনের দাবি: [1333, 162, 1501, 175]
- body-text: সাদাত হোসেন চৌধুরীকে চেয়ারম্যান এবং মাহবুবুর রহমানকে মহাসচিব করে একাত্তরের সমুপ-এর নতুন কমিটি গঠন করা হয়েছে। গতকাল রাজধানীতে সংগঠনের এক সভায় সর্বসম্মতিক্রমে এ কমিটি গঠিত হয়। কমিটি আগামী দুই বছর দায়িত্ব পালন করবে।: [1291, 1192, 1544, 1238]
- body-text: দেশের সংবাদপত্র শিল্পকে বাঁচাতে চলচ্চিত্র ও প্রকাশনা অধিদফতরের মিডিয়াভুক্তির ক্ষেত্রে দৈনিক পত্রিকা ন্যূনতম ছয় হাজার কপি ছাপার শর্ত আরোপের দাবি জানিয়েছে বাংলাদেশ সংবাদপত্র শিল্পকল্যাণ ফেডারেশন। গতকাল জাতীয় প্রেস ক্লাবে আয়োজিত সংবাদ সম্মেলনে এ দাবি জানানো হয়। লিখিত বক্তব্যে ফেডারেশনের নেতারা বলেন, বর্তমানে অনেক পত্রিকা নামমাত্র ছাপা হয় অথচ সরকারি বিজ্ঞাপন পাচ্ছে। এতে প্রকৃত পত্রিকাগুলো ক্ষতিগ্রস্ত হচ্ছে। তারা বলেন, মিডিয়া তালিকাভুক্তির নীতিমালা যথাযথভাবে বাস্তবায়ন করতে হবে। সংবাদপত্র শিল্পকে রক্ষায় সরকারের সহযোগিতা কামনা করেন তারা।: [1291, 249, 1544, 355]
- article-chattogram: [995, 877, 1283, 1191]
- classified-section-head: আবশ্যক: [48, 166, 159, 194]
- body-text: (পেছনের পৃষ্ঠার পর) সেই গ্রুপে চিন্তা হয়েছিল। তার মধ্যে একজন কিশোরীকে ফুসলিয়ে নিয়ে যায়। পরে চক্রের অন্য সদস্যরা তাকে ধর্ষণ করে। ঘটনার ভিডিও ধারণ করে তা সামাজিক যোগাযোগমাধ্যমে ছড়িয়ে দেওয়ার হুমকি দেয় তারা। পুলিশ জানায়, চক্রটি দীর্ঘদিন ধরে এ ধরনের অপরাধ করে আসছিল। তাদের মোবাইল ফোন থেকে বেশ কিছু আপত্তিকর ভিডিও উদ্ধার করা হয়েছে। অভিযুক্তদের মধ্যে দুজনকে গ্রেফতার করা হয়েছে এবং অন্যদের ধরতে অভিযান অব্যাহত আছে। নগর পুলিশের উপকমিশনার জানান, নারী নির্যাতন দমন আইনে মামলা দায়ের করা হয়েছে।: [995, 897, 1283, 992]
- ad-company: বাংলাদেশ টেলিকমিউনিকেশন্স কোম্পানি লিমিটেড: [1135, 2090, 1406, 2106]
- classified-code: সি : ৮৬৬৩/২০: [253, 1866, 308, 1877]
- article-women-violence-cont: [745, 1532, 987, 2047]
- classified-text: ইলেকট্রিশিয়ান আবশ্যক : ০১ জন অফিস ইলেকট্রিশিয়ান প্রয়োজন, ১৪ তলা হাই রাইজ বিল্ডিং এর জন্য। ১৪৫/৩৫এ, তেজকুনিপাড়া, তেজগাঁও, ফার্মগেট, ঢাকা। ফোন : ০১৭১১০৮৯৪৩৮, ০১৭৩৮১৬৯০৩৮।: [50, 200, 158, 294]
- ad-line1: সিজিএম, সেলস এন্ড মার্কেটিং অঞ্চল, বিটিসিএল: [1160, 2113, 1381, 2126]
- classified-text: গাড়ী বিক্রয় : টয়োটা প্রিমিও ২০১৬ মডেল, রেজিস্ট্রেশন ২০১৭, অকশন গ্রেড ৪.৫, সাদা রং, মাইলেজ ৪৫০০০ কিমি। মূল্য আলোচনা সাপেক্ষে। যোগাযোগ : ০১৭১১৮২৪৩৭৫: [50, 902, 158, 984]
- classified-item: [48, 672, 159, 774]
- article-91-years: [745, 402, 987, 607]
